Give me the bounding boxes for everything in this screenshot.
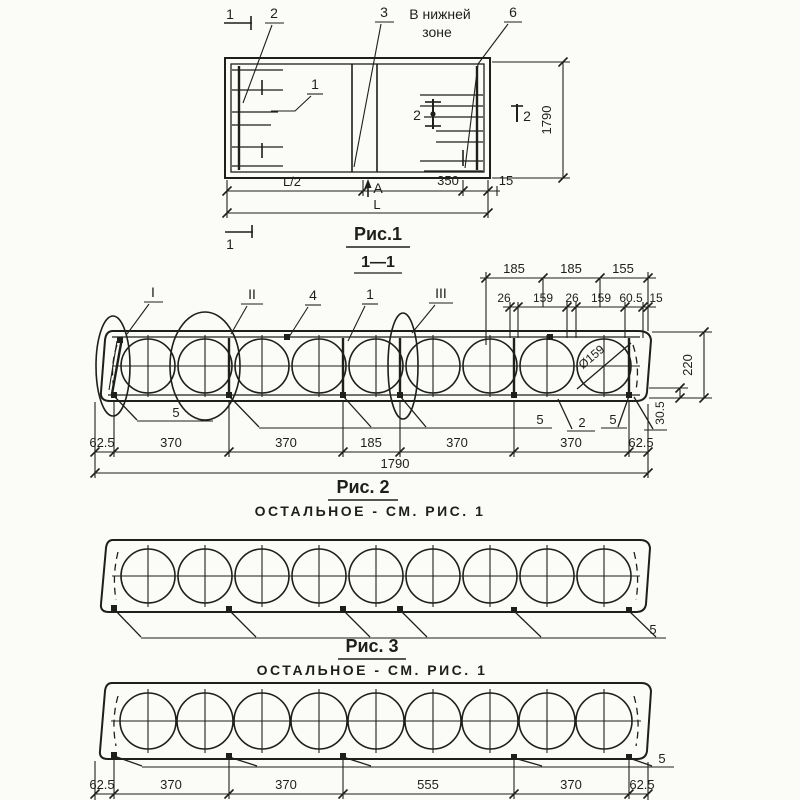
dim-60-5: 60.5	[619, 291, 643, 305]
callout-5b-label: 5	[536, 412, 544, 427]
dim-370b: 370	[275, 435, 297, 450]
dim-159a: 159	[532, 291, 554, 305]
dim-26b: 26	[565, 291, 579, 305]
fig3-callout-5: 5	[649, 622, 657, 637]
callout-6-label: 6	[509, 4, 517, 20]
callout-1-label: 1	[366, 286, 374, 302]
dim-370c: 370	[446, 435, 468, 450]
dim4-62-5-left: 62.5	[89, 777, 115, 792]
dim-159b: 159	[590, 291, 612, 305]
dim-155: 155	[612, 261, 634, 276]
callout-5c-label: 5	[609, 412, 617, 427]
void-circles-fig4	[111, 689, 641, 753]
detail-iii-label: III	[435, 285, 447, 301]
dim-350: 350	[437, 173, 459, 188]
dim-26a: 26	[497, 291, 511, 305]
fig3-note: ОСТАЛЬНОЕ - СМ. РИС. 1	[256, 662, 488, 678]
fig2-caption: Рис. 2	[336, 477, 390, 497]
note-lower-zone-line1: В нижней	[409, 6, 471, 22]
dim-62-5-right: 62.5	[628, 435, 654, 450]
dim-width-1790: 1790	[539, 105, 554, 135]
void-diameter-label: Ø159	[575, 342, 608, 372]
section-mark-top-label: 1	[226, 6, 234, 22]
fig4-section-view	[89, 683, 674, 800]
callout-3-label: 3	[380, 4, 388, 20]
fig2-section-view	[89, 261, 712, 519]
void-circles-fig3	[112, 545, 640, 607]
dim-185b: 185	[560, 261, 582, 276]
note-lower-zone-line2: зоне	[422, 24, 452, 40]
fig2-note: ОСТАЛЬНОЕ - СМ. РИС. 1	[254, 503, 486, 519]
fig3-caption: Рис. 3	[345, 636, 399, 656]
dim-370d: 370	[560, 435, 582, 450]
axis-mark-a: A	[373, 180, 383, 196]
dim-370a: 370	[160, 435, 182, 450]
section-mark-bottom-label: 1	[226, 236, 234, 252]
fig1-caption: Рис.1	[353, 224, 403, 244]
dim4-555: 555	[417, 777, 439, 792]
dim-62-5-left: 62.5	[89, 435, 115, 450]
void-circles-fig2	[112, 335, 640, 397]
fig3-section-view	[101, 540, 666, 678]
dim-span-l: L	[373, 197, 381, 212]
dim-height-220: 220	[680, 354, 695, 376]
bar-1-label: 1	[311, 76, 319, 92]
callout-5a-label: 5	[172, 405, 180, 420]
dim4-370b: 370	[275, 777, 297, 792]
dim4-62-5-right: 62.5	[629, 777, 655, 792]
dim-half-span: L/2	[282, 174, 302, 189]
bar-2-label: 2	[413, 107, 421, 123]
edge-mark-2-label: 2	[523, 108, 531, 124]
dim-cover-30-5: 30.5	[653, 401, 667, 425]
dim-total-1790: 1790	[380, 456, 410, 471]
dim4-370c: 370	[560, 777, 582, 792]
dim-15: 15	[498, 173, 514, 188]
callout-4-label: 4	[309, 287, 317, 303]
fig1-section-label: 1—1	[361, 254, 395, 271]
callout-2-bar-label: 2	[578, 415, 586, 430]
detail-i-label: I	[151, 284, 155, 300]
fig1-plan-view	[223, 4, 571, 273]
detail-ii-label: II	[248, 286, 256, 302]
slab-plan-outline	[225, 58, 490, 178]
dim4-370a: 370	[160, 777, 182, 792]
dim-15b: 15	[649, 291, 663, 305]
fig4-callout-5: 5	[658, 751, 666, 766]
dim-185a: 185	[503, 261, 525, 276]
dim-185c: 185	[360, 435, 382, 450]
callout-2-label: 2	[270, 5, 278, 21]
